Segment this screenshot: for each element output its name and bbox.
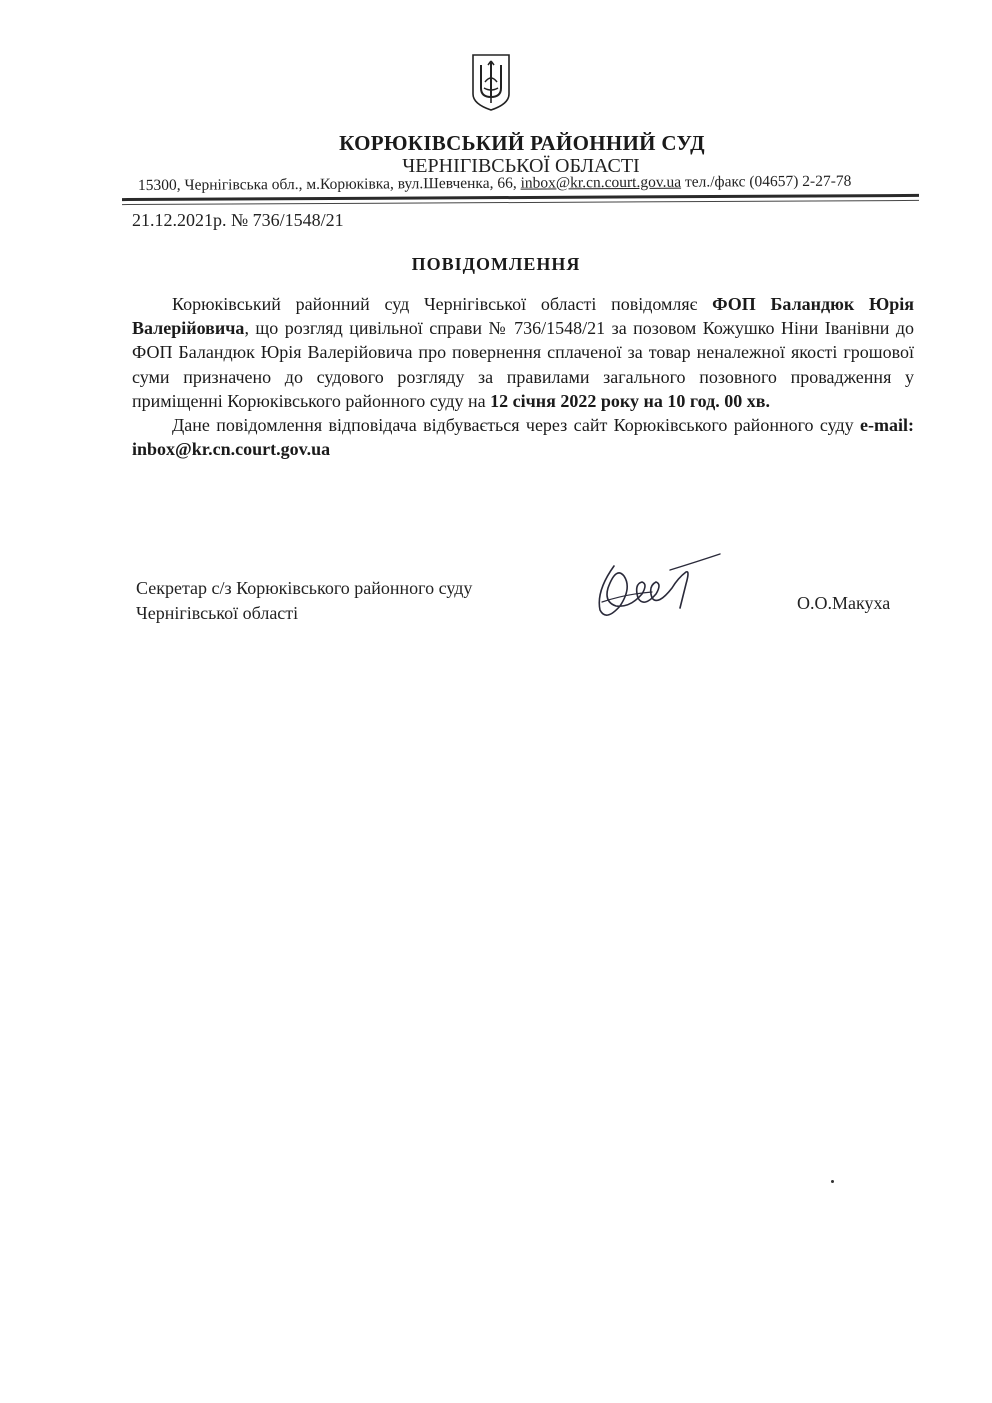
p1-text-c: , що розгляд цивільної справи № 736/1548/21 за позовом Кожушко Ніни Іванівни до ФОП Баландюк Юрія Валерійовича про повернення сплаченої за товар неналежної якості грошової суми призначено до судового розгляду за правилами загального позовного провадження у приміщенні Корюківського районного суду на [132, 318, 914, 411]
p1-defendant: ФОП Баландюк Юрія Валерійовича [132, 294, 914, 339]
p2-email: e-mail: inbox@kr.cn.court.gov.ua [132, 415, 914, 460]
header-rule-thin [122, 200, 919, 205]
scan-speck [831, 1180, 834, 1183]
body-paragraph-2 [132, 413, 914, 461]
p1-text-a: Корюківський районний суд Чернігівської області повідомляє [172, 294, 713, 314]
handwritten-signature-icon [586, 536, 736, 626]
trident-coat-of-arms-icon [470, 52, 512, 112]
body-paragraph-1 [132, 292, 914, 413]
p1-hearing-date: 12 січня 2022 року на 10 год. 00 хв. [490, 390, 770, 411]
address-text: 15300, Чернігівська обл., м.Корюківка, вул.Шевченка, 66, [137, 174, 521, 194]
court-name: КОРЮКІВСЬКИЙ РАЙОННИЙ СУД [339, 131, 705, 155]
signer-position [136, 576, 472, 626]
signer-name: О.О.Макуха [797, 593, 891, 613]
address-email-link[interactable]: inbox@kr.cn.court.gov.ua [520, 173, 682, 192]
signer-position-line1: Секретар с/з Корюківського районного суду [136, 578, 473, 598]
p2-text-a: Дане повідомлення відповідача відбувається через сайт Корюківського районного суду [172, 415, 861, 436]
address-phone: тел./факс (04657) 2-27-78 [681, 172, 852, 191]
signer-position-line2: Чернігівської області [136, 603, 299, 623]
court-region: ЧЕРНІГІВСЬКОЇ ОБЛАСТІ [402, 155, 640, 177]
document-body [132, 292, 914, 461]
court-address [138, 172, 918, 195]
document-reference: 21.12.2021р. № 736/1548/21 [132, 210, 344, 230]
document-title: ПОВІДОМЛЕННЯ [411, 254, 581, 274]
